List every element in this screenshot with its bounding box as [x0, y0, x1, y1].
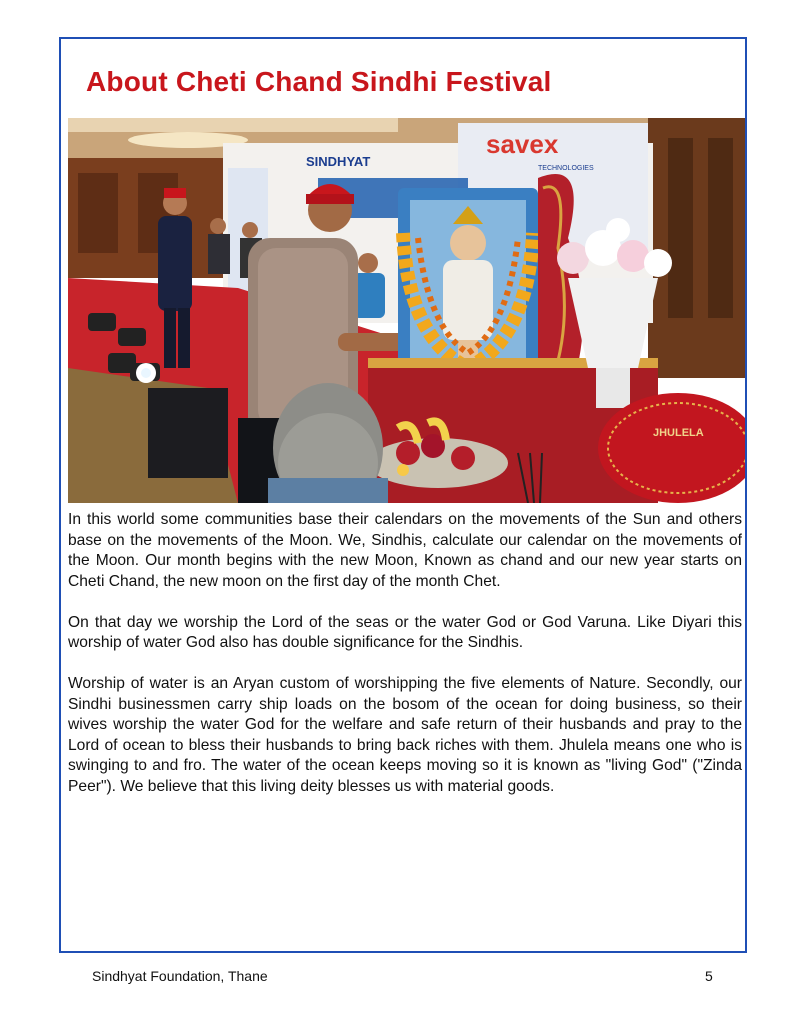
paragraph-2: On that day we worship the Lord of the seas or the water God or God Varuna. Like Diyari this worship of water God also has double significance for the Sindhis. — [68, 613, 742, 651]
paragraph-1: In this world some communities base their calendars on the movements of the Sun and others base on the movements of the Moon. We, Sindhis, calculate our calendar on the movements of the Moon. Our month begins with the new Moon, Known as chand and our new year starts on Cheti Chand, the new moon on the first day of the month Chet. — [68, 511, 742, 590]
page-title: About Cheti Chand Sindhi Festival — [86, 66, 552, 97]
article-body — [68, 510, 742, 818]
cap-lettering: JHULELA — [653, 427, 704, 439]
festival-photo — [68, 118, 745, 503]
paragraph-3: Worship of water is an Aryan custom of worshipping the five elements of Nature. Secondly, our Sindhi businessmen carry ship loads on the bosom of the ocean for doing business, so their wives worship the water God for the welfare and safe return of their husbands and pray to the Lord of ocean to bless their husbands to bring back riches with them. Jhulela means one who is swinging to and fro. The water of the ocean keeps moving so it is known as "living God" ("Zinda Peer"). We believe that this living deity blesses us with material goods. — [68, 675, 742, 795]
sindhyat-banner-text: SINDHYAT — [306, 154, 371, 169]
footer-organization: Sindhyat Foundation, Thane — [92, 968, 268, 984]
savex-logo-text: savex — [486, 129, 559, 159]
page-number: 5 — [705, 968, 713, 984]
savex-subtext: TECHNOLOGIES — [538, 165, 594, 172]
